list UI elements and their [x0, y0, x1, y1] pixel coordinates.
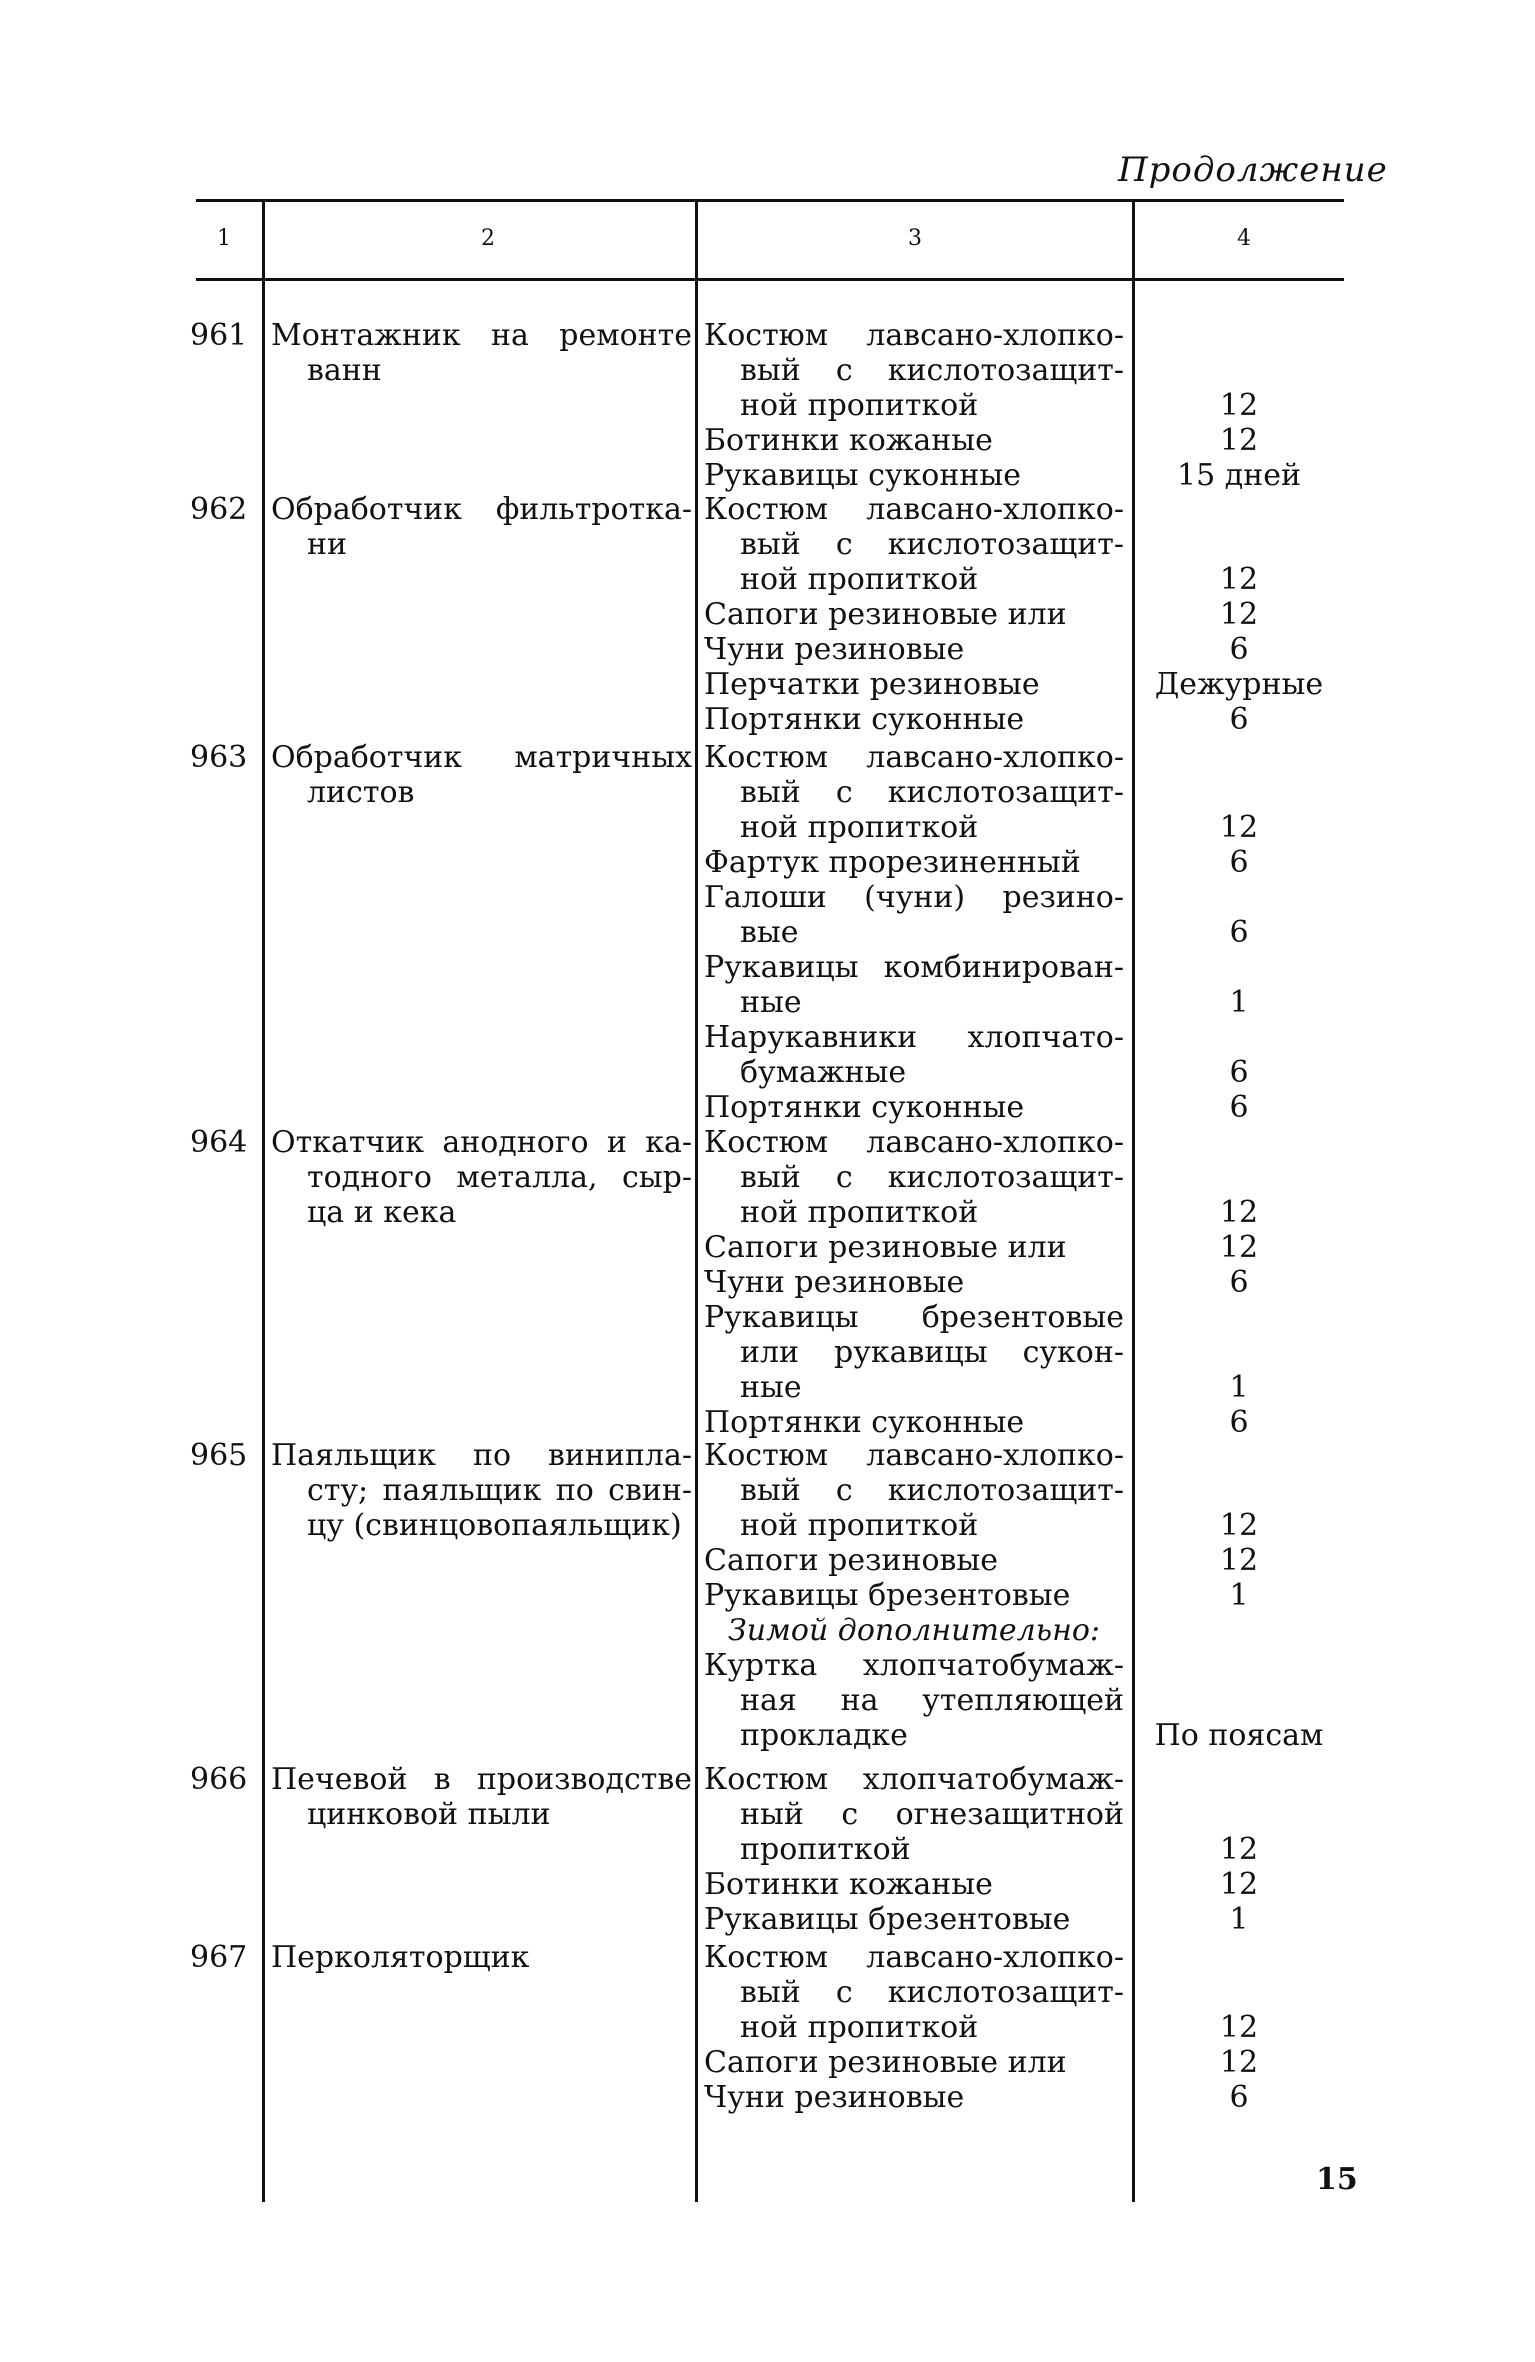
- wear-period: 1: [1229, 985, 1249, 1020]
- clothing-items: [704, 492, 1324, 737]
- clothing-item-line: ные: [740, 1370, 802, 1405]
- header-col-1: 1: [217, 226, 231, 251]
- wear-period: 6: [1229, 1055, 1249, 1090]
- clothing-item-line: вый с кислотозащит-: [740, 353, 1124, 388]
- clothing-item-line: бумажные: [740, 1055, 907, 1090]
- clothing-item-line: Чуни резиновые: [704, 1265, 965, 1300]
- clothing-item-line: Сапоги резиновые или: [704, 1230, 1067, 1265]
- clothing-item: [704, 950, 1249, 1020]
- wear-period: 12: [1219, 388, 1259, 423]
- profession-name: [271, 318, 692, 388]
- clothing-item-line: Костюм лавсано-хлопко-: [704, 492, 1124, 527]
- wear-period: 1: [1229, 1578, 1249, 1613]
- clothing-item: [704, 667, 1324, 702]
- wear-period: 12: [1219, 1508, 1259, 1543]
- row-number: 965: [190, 1438, 248, 1473]
- clothing-item: [704, 1648, 1324, 1753]
- items-subheader: [704, 1613, 1124, 1648]
- clothing-item-line: Куртка хлопчатобумаж-: [704, 1648, 1124, 1683]
- profession-name-line: Перколяторщик: [271, 1940, 530, 1975]
- clothing-item: [704, 1578, 1249, 1613]
- header-col-3: 3: [908, 226, 922, 251]
- clothing-item-line: вые: [740, 915, 799, 950]
- clothing-items: [704, 318, 1301, 493]
- profession-name-line: ца и кека: [307, 1195, 457, 1230]
- wear-period: 15 дней: [1177, 458, 1301, 493]
- clothing-item-line: Костюм лавсано-хлопко-: [704, 1438, 1124, 1473]
- clothing-item-line: Чуни резиновые: [704, 2080, 965, 2115]
- clothing-items: [704, 1762, 1259, 1937]
- clothing-item-line: Нарукавники хлопчато-: [704, 1020, 1124, 1055]
- clothing-item: [704, 1090, 1249, 1125]
- wear-period: 6: [1229, 702, 1249, 737]
- column-divider-1: [262, 200, 265, 2202]
- wear-period: 12: [1219, 597, 1259, 632]
- wear-period: 12: [1219, 423, 1259, 458]
- profession-name-line: Монтажник на ремонте: [271, 318, 692, 353]
- profession-name-line: цинковой пыли: [307, 1797, 551, 1832]
- wear-period: 12: [1219, 562, 1259, 597]
- clothing-item-line: ный с огнезащитной: [740, 1797, 1124, 1832]
- wear-period: Дежурные: [1154, 667, 1324, 702]
- clothing-item-line: Рукавицы брезентовые: [704, 1578, 1071, 1613]
- clothing-item-line: Чуни резиновые: [704, 632, 965, 667]
- wear-period: 6: [1229, 845, 1249, 880]
- clothing-items: [704, 1438, 1324, 1753]
- clothing-item-line: Рукавицы брезентовые: [704, 1300, 1124, 1335]
- clothing-item-line: Костюм лавсано-хлопко-: [704, 740, 1124, 775]
- header-col-4: 4: [1237, 226, 1251, 251]
- clothing-item-line: вый с кислотозащит-: [740, 527, 1124, 562]
- wear-period: 6: [1229, 1265, 1249, 1300]
- wear-period: 12: [1219, 2045, 1259, 2080]
- profession-name-line: сту; паяльщик по свин-: [307, 1473, 692, 1508]
- clothing-item-line: Костюм хлопчатобумаж-: [704, 1762, 1124, 1797]
- clothing-item: [704, 2045, 1259, 2080]
- row-number: 966: [190, 1762, 248, 1797]
- clothing-item: [704, 1438, 1259, 1543]
- clothing-item: [704, 1940, 1259, 2045]
- profession-name-line: Обработчик фильтротка-: [271, 492, 692, 527]
- row-number: 964: [190, 1125, 248, 1160]
- clothing-item-line: Рукавицы суконные: [704, 458, 1021, 493]
- clothing-item-line: вый с кислотозащит-: [740, 1975, 1124, 2010]
- clothing-item: [704, 1867, 1259, 1902]
- clothing-item: [704, 423, 1259, 458]
- clothing-item-line: Галоши (чуни) резино-: [704, 880, 1124, 915]
- clothing-item-line: Рукавицы комбинирован-: [704, 950, 1124, 985]
- clothing-item-line: Сапоги резиновые: [704, 1543, 999, 1578]
- clothing-item: [704, 880, 1249, 950]
- clothing-item-line: Костюм лавсано-хлопко-: [704, 1125, 1124, 1160]
- header-col-2: 2: [481, 226, 495, 251]
- clothing-item: [704, 632, 1249, 667]
- column-divider-2: [695, 200, 698, 2202]
- clothing-item-line: Сапоги резиновые или: [704, 2045, 1067, 2080]
- profession-name-line: Обработчик матричных: [271, 740, 692, 775]
- clothing-item-line: Фартук прорезиненный: [704, 845, 1081, 880]
- clothing-item-line: ной пропиткой: [740, 388, 979, 423]
- clothing-item-line: ная на утепляющей: [740, 1683, 1124, 1718]
- clothing-item-line: Рукавицы брезентовые: [704, 1902, 1071, 1937]
- clothing-item-line: Ботинки кожаные: [704, 1867, 993, 1902]
- clothing-item: [704, 458, 1301, 493]
- clothing-item: [704, 2080, 1249, 2115]
- clothing-item-line: вый с кислотозащит-: [740, 775, 1124, 810]
- profession-name-line: Откатчик анодного и ка-: [271, 1125, 692, 1160]
- clothing-item-line: вый с кислотозащит-: [740, 1160, 1124, 1195]
- wear-period: 6: [1229, 1090, 1249, 1125]
- wear-period: 12: [1219, 1543, 1259, 1578]
- row-number: 962: [190, 492, 248, 527]
- clothing-item-line: ные: [740, 985, 802, 1020]
- clothing-item: [704, 1265, 1249, 1300]
- clothing-item-line: Портянки суконные: [704, 1405, 1025, 1440]
- clothing-item: [704, 318, 1259, 423]
- clothing-item-line: ной пропиткой: [740, 562, 979, 597]
- wear-period: 12: [1219, 1867, 1259, 1902]
- wear-period: 12: [1219, 810, 1259, 845]
- wear-period: 12: [1219, 1832, 1259, 1867]
- wear-period: 6: [1229, 632, 1249, 667]
- row-number: 961: [190, 318, 248, 353]
- wear-period: 6: [1229, 1405, 1249, 1440]
- clothing-item-line: Зимой дополнительно:: [728, 1613, 1101, 1648]
- profession-name-line: Печевой в производстве: [271, 1762, 692, 1797]
- clothing-item: [704, 1543, 1259, 1578]
- clothing-item: [704, 740, 1259, 845]
- clothing-item-line: Портянки суконные: [704, 1090, 1025, 1125]
- clothing-items: [704, 1940, 1259, 2115]
- header-bottom-rule: [196, 278, 1344, 281]
- profession-name: [271, 740, 692, 810]
- wear-period: 12: [1219, 1195, 1259, 1230]
- top-rule: [196, 199, 1344, 202]
- clothing-item: [704, 1405, 1249, 1440]
- clothing-item-line: ной пропиткой: [740, 2010, 979, 2045]
- profession-name-line: листов: [307, 775, 415, 810]
- clothing-item-line: Сапоги резиновые или: [704, 597, 1067, 632]
- profession-name: [271, 1940, 692, 1975]
- profession-name: [271, 492, 692, 562]
- clothing-item: [704, 845, 1249, 880]
- clothing-items: [704, 740, 1259, 1125]
- wear-period: 6: [1229, 915, 1249, 950]
- clothing-item-line: ной пропиткой: [740, 810, 979, 845]
- row-number: 963: [190, 740, 248, 775]
- row-number: 967: [190, 1940, 248, 1975]
- clothing-item-line: вый с кислотозащит-: [740, 1473, 1124, 1508]
- profession-name-line: ни: [307, 527, 347, 562]
- clothing-item: [704, 1230, 1259, 1265]
- wear-period: 6: [1229, 2080, 1249, 2115]
- clothing-item-line: Ботинки кожаные: [704, 423, 993, 458]
- clothing-item-line: прокладке: [740, 1718, 908, 1753]
- clothing-item-line: Костюм лавсано-хлопко-: [704, 318, 1124, 353]
- clothing-item: [704, 1125, 1259, 1230]
- profession-name: [271, 1762, 692, 1832]
- profession-name-line: тодного металла, сыр-: [307, 1160, 692, 1195]
- clothing-item: [704, 492, 1259, 597]
- clothing-item: [704, 597, 1259, 632]
- clothing-item: [704, 1902, 1249, 1937]
- wear-period: 12: [1219, 2010, 1259, 2045]
- profession-name-line: ванн: [307, 353, 382, 388]
- continuation-label: Продолжение: [1118, 150, 1388, 190]
- clothing-item-line: Костюм лавсано-хлопко-: [704, 1940, 1124, 1975]
- clothing-item: [704, 1762, 1259, 1867]
- wear-period: По поясам: [1154, 1718, 1324, 1753]
- clothing-items: [704, 1125, 1259, 1440]
- clothing-item-line: ной пропиткой: [740, 1508, 979, 1543]
- clothing-item-line: Портянки суконные: [704, 702, 1025, 737]
- clothing-item: [704, 702, 1249, 737]
- wear-period: 1: [1229, 1902, 1249, 1937]
- clothing-item: [704, 1020, 1249, 1090]
- clothing-item-line: пропиткой: [740, 1832, 911, 1867]
- clothing-item-line: или рукавицы сукон-: [740, 1335, 1124, 1370]
- profession-name: [271, 1125, 692, 1230]
- profession-name-line: цу (свинцовопаяльщик): [307, 1508, 682, 1543]
- wear-period: 1: [1229, 1370, 1249, 1405]
- wear-period: 12: [1219, 1230, 1259, 1265]
- profession-name-line: Паяльщик по винипла-: [271, 1438, 692, 1473]
- clothing-item: [704, 1300, 1249, 1405]
- page-number: 15: [1316, 2162, 1358, 2197]
- clothing-item-line: Перчатки резиновые: [704, 667, 1040, 702]
- profession-name: [271, 1438, 692, 1543]
- clothing-item-line: ной пропиткой: [740, 1195, 979, 1230]
